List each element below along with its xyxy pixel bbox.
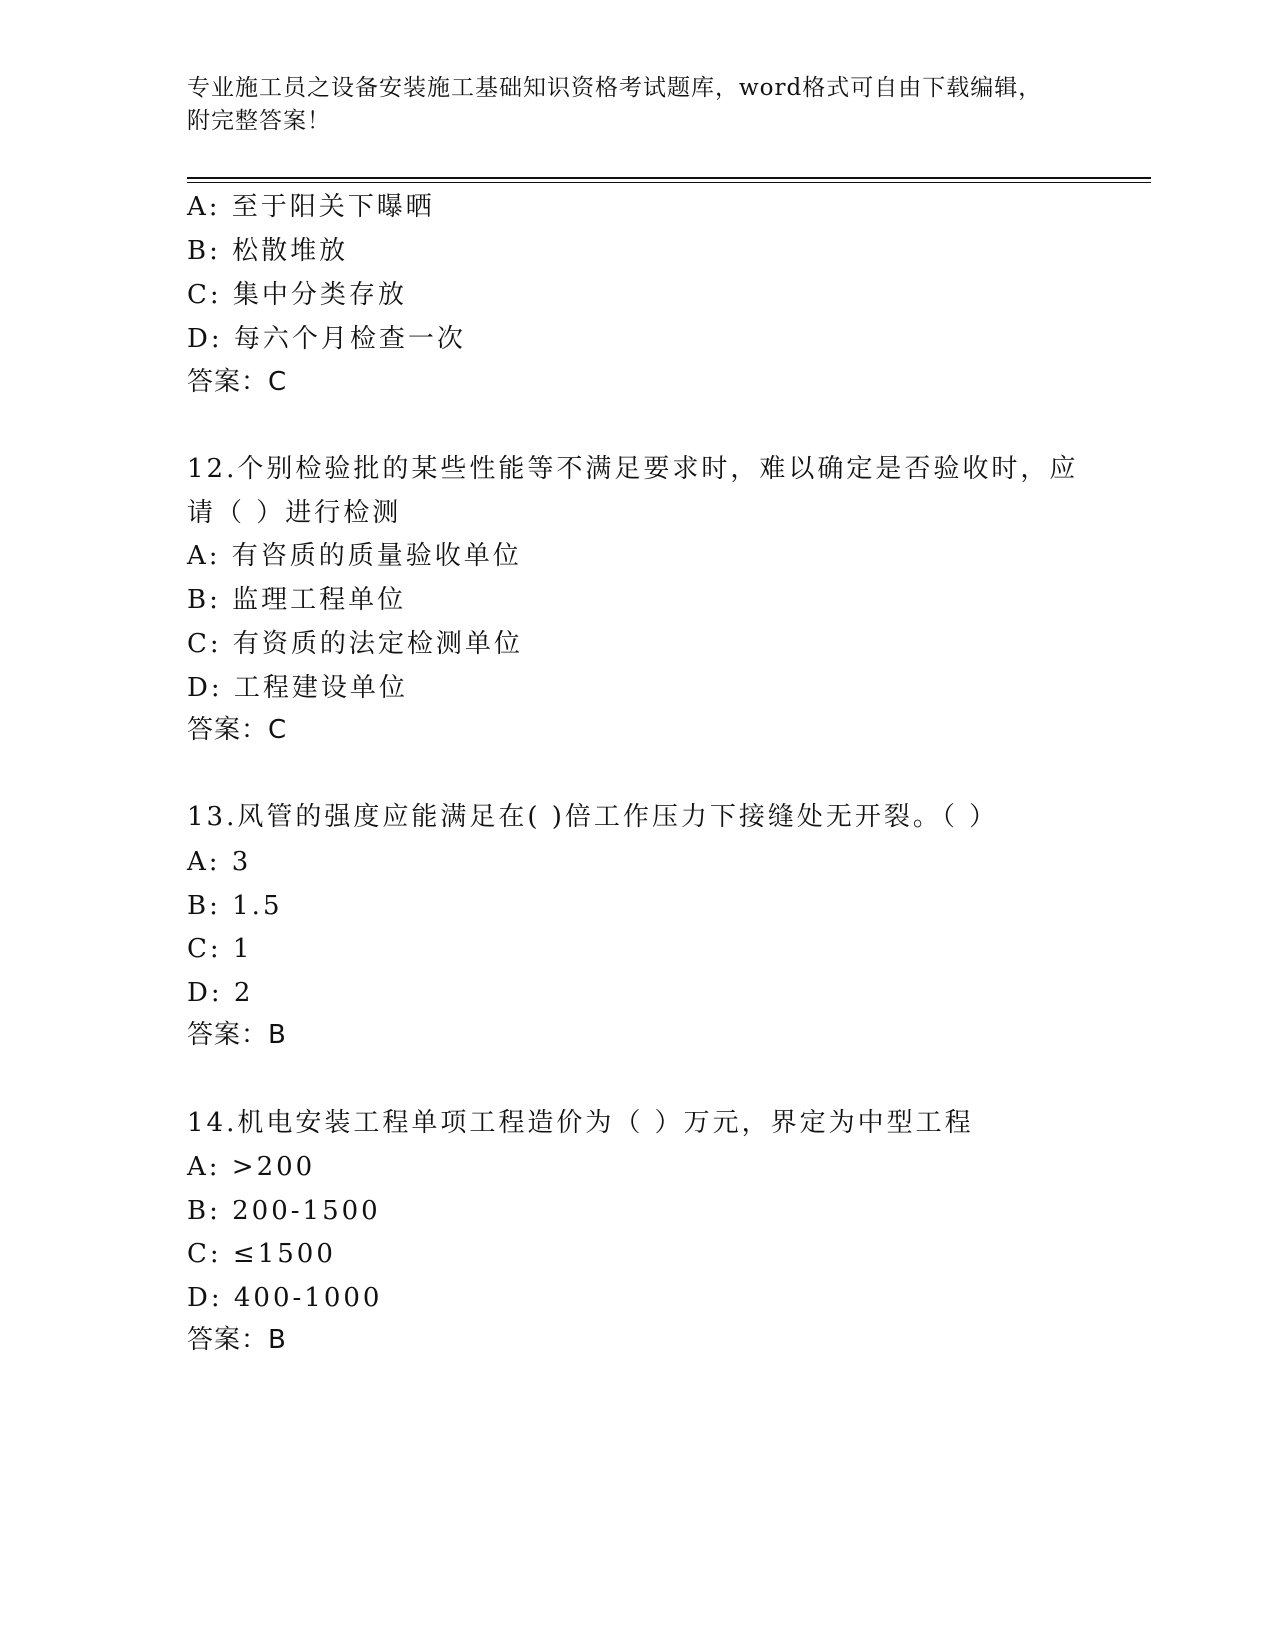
q11-option-d: D: 每六个月检查一次 [187, 324, 466, 354]
q14-option-b: B: 200-1500 [187, 1196, 381, 1226]
q13-option-c: C: 1 [187, 934, 253, 964]
header-divider-thin [187, 182, 1151, 183]
q12-option-c: C: 有资质的法定检测单位 [187, 629, 523, 659]
q12-stem-line-1: 12.个别检验批的某些性能等不满足要求时，难以确定是否验收时，应 [187, 454, 1079, 484]
q12-stem-line-2: 请（ ）进行检测 [187, 498, 402, 528]
q11-option-a: A: 至于阳关下曝晒 [187, 192, 435, 222]
q11-option-b: B: 松散堆放 [187, 236, 349, 266]
q12-option-d: D: 工程建设单位 [187, 673, 408, 703]
q14-stem: 14.机电安装工程单项工程造价为（ ）万元，界定为中型工程 [187, 1108, 974, 1138]
q12-answer: 答案：C [187, 715, 288, 745]
q14-option-d: D: 400-1000 [187, 1283, 383, 1313]
q14-option-c: C: ≤1500 [187, 1239, 336, 1269]
q14-answer: 答案：B [187, 1325, 287, 1355]
q13-stem: 13.风管的强度应能满足在( )倍工作压力下接缝处无开裂。（ ） [187, 802, 999, 832]
q13-answer: 答案：B [187, 1020, 287, 1050]
q12-option-b: B: 监理工程单位 [187, 585, 407, 615]
q12-option-a: A: 有咨质的质量验收单位 [187, 541, 522, 571]
document-header [187, 72, 1087, 138]
q11-option-c: C: 集中分类存放 [187, 280, 407, 310]
q13-option-b: B: 1.5 [187, 891, 283, 921]
q13-option-a: A: 3 [187, 847, 252, 877]
header-line-2: 附完整答案！ [187, 108, 331, 134]
q14-option-a: A: >200 [187, 1152, 316, 1182]
q13-option-d: D: 2 [187, 978, 254, 1008]
header-line-1: 专业施工员之设备安装施工基础知识资格考试题库，word格式可自由下载编辑， [187, 75, 1043, 101]
q11-answer: 答案：C [187, 367, 288, 397]
header-divider-thick [187, 177, 1151, 179]
